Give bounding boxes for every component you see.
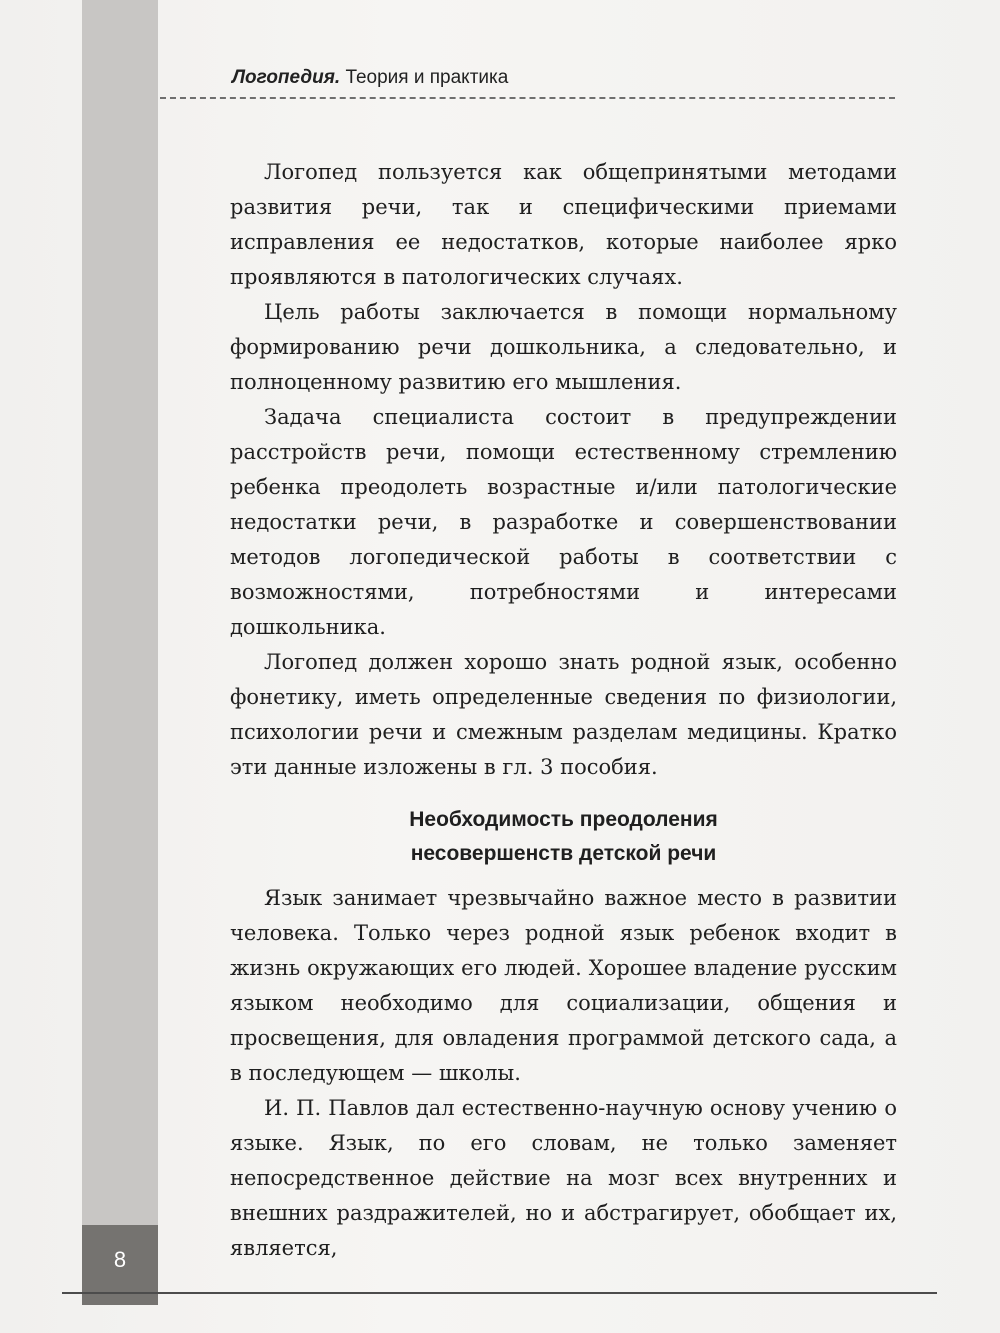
running-header <box>232 66 508 90</box>
header-divider <box>160 97 895 99</box>
paragraph: Логопед пользуется как общепринятыми методами развития речи, так и специфическими приемами исправления ее недостатков, которые наиболее ярко проявляются в патологических случаях. <box>230 160 897 289</box>
header-title: Теория и практика <box>345 67 509 88</box>
paragraph: И. П. Павлов дал естественно-научную основу учению о языке. Язык, по его словам, не только заменяет непосредственное действие на мозг всех внутренних и внешних раздражителей, но и абстрагирует, обобщает их, является, <box>230 1096 897 1260</box>
header-series: Логопедия. <box>232 67 341 88</box>
page-number: 8 <box>113 1247 127 1272</box>
page-bottom-edge <box>62 1292 937 1294</box>
paragraph: Задача специалиста состоит в предупреждении расстройств речи, помощи естественному стремлению ребенка преодолеть возрастные и/или патологические недостатки речи, в разработке и совершенствовании методов логопедической работы в соответствии с возможностями, потребностями и интересами дошкольника. <box>230 405 897 639</box>
body-text <box>230 155 897 1266</box>
page-margin-band <box>82 0 158 1305</box>
paragraph: Язык занимает чрезвычайно важное место в развитии человека. Только через родной язык ребенок входит в жизнь окружающих его людей. Хорошее владение русским языком необходимо для социализации, общения и просвещения, для овладения программой детского сада, а в последующем — школы. <box>230 886 897 1085</box>
paragraph: Цель работы заключается в помощи нормальному формированию речи дошкольника, а следовательно, и полноценному развитию его мышления. <box>230 300 897 394</box>
section-heading-line: несовершенств детской речи <box>410 842 717 865</box>
paragraph: Логопед должен хорошо знать родной язык, особенно фонетику, иметь определенные сведения по физиологии, психологии речи и смежным разделам медицины. Кратко эти данные изложены в гл. 3 пособия. <box>230 650 897 779</box>
section-heading-line: Необходимость преодоления <box>409 808 718 831</box>
section-heading <box>230 803 897 871</box>
